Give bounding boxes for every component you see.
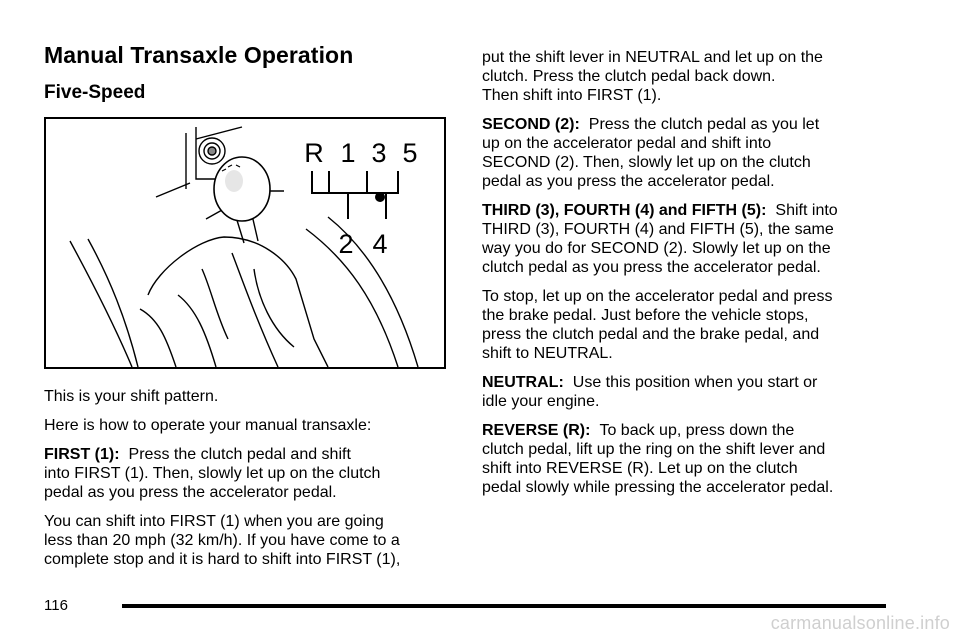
section-subtitle: Five-Speed — [44, 81, 146, 103]
gear-label-r: R — [304, 138, 324, 169]
third-fourth-fifth-paragraph: THIRD (3), FOURTH (4) and FIFTH (5): Shift into THIRD (3), FOURTH (4) and FIFTH (5), the same way you do for SECOND (2). Slowly let up on the clutch pedal as you press the accelerator pedal. — [482, 202, 838, 276]
neutral-label: NEUTRAL: — [482, 374, 564, 391]
shift-lever-illustration — [46, 119, 444, 367]
right-column — [482, 48, 902, 507]
watermark-logo: carmanualsonline.info — [770, 613, 950, 633]
gear-label-1: 1 — [340, 138, 356, 169]
stopping-paragraph: To stop, let up on the accelerator pedal and press the brake pedal. Just before the vehicle stops, press the clutch pedal and the brake pedal, and shift to NEUTRAL. — [482, 288, 833, 362]
page-number: 116 — [44, 597, 68, 614]
left-column — [44, 42, 454, 579]
neutral-position-dot — [375, 192, 385, 202]
first-gear-label: FIRST (1): — [44, 446, 120, 464]
footer-rule — [122, 604, 886, 608]
gear-label-5: 5 — [402, 138, 418, 169]
second-gear-label: SECOND (2): — [482, 116, 580, 133]
page-title: Manual Transaxle Operation — [44, 42, 354, 68]
second-gear-paragraph: SECOND (2): Press the clutch pedal as you let up on the accelerator pedal and shift into SECOND (2). Then, slowly let up on the clutch pedal as you press the accelerator pedal. — [482, 116, 820, 190]
first-gear-paragraph: FIRST (1): Press the clutch pedal and shift into FIRST (1). Then, slowly let up on the clutch pedal as you press the accelerator pedal. — [44, 446, 381, 502]
cup-holder — [199, 138, 225, 164]
neutral-paragraph: NEUTRAL: Use this position when you start or idle your engine. — [482, 374, 818, 410]
gear-label-3: 3 — [371, 138, 387, 169]
reverse-paragraph: REVERSE (R): To back up, press down the clutch pedal, lift up the ring on the shift lever and shift into REVERSE (R). Let up on the clutch pedal slowly while pressing the accelerator pedal. — [482, 422, 834, 496]
shift-pattern-figure — [44, 117, 446, 369]
third-fourth-fifth-label: THIRD (3), FOURTH (4) and FIFTH (5): — [482, 202, 767, 219]
first-gear-speed-paragraph: You can shift into FIRST (1) when you are going less than 20 mph (32 km/h). If you have come to a complete stop and it is hard to shift into FIRST (1), — [44, 513, 401, 569]
intro-paragraph: Here is how to operate your manual transaxle: — [44, 417, 372, 435]
shift-knob — [214, 157, 270, 221]
gear-label-4: 4 — [372, 229, 388, 260]
continuation-paragraph: put the shift lever in NEUTRAL and let up on the clutch. Press the clutch pedal back down. Then shift into FIRST (1). — [482, 49, 823, 104]
shift-gate-diagram — [312, 171, 398, 219]
reverse-label: REVERSE (R): — [482, 422, 591, 439]
gear-label-2: 2 — [338, 229, 354, 260]
shift-pattern-caption: This is your shift pattern. — [44, 388, 219, 406]
